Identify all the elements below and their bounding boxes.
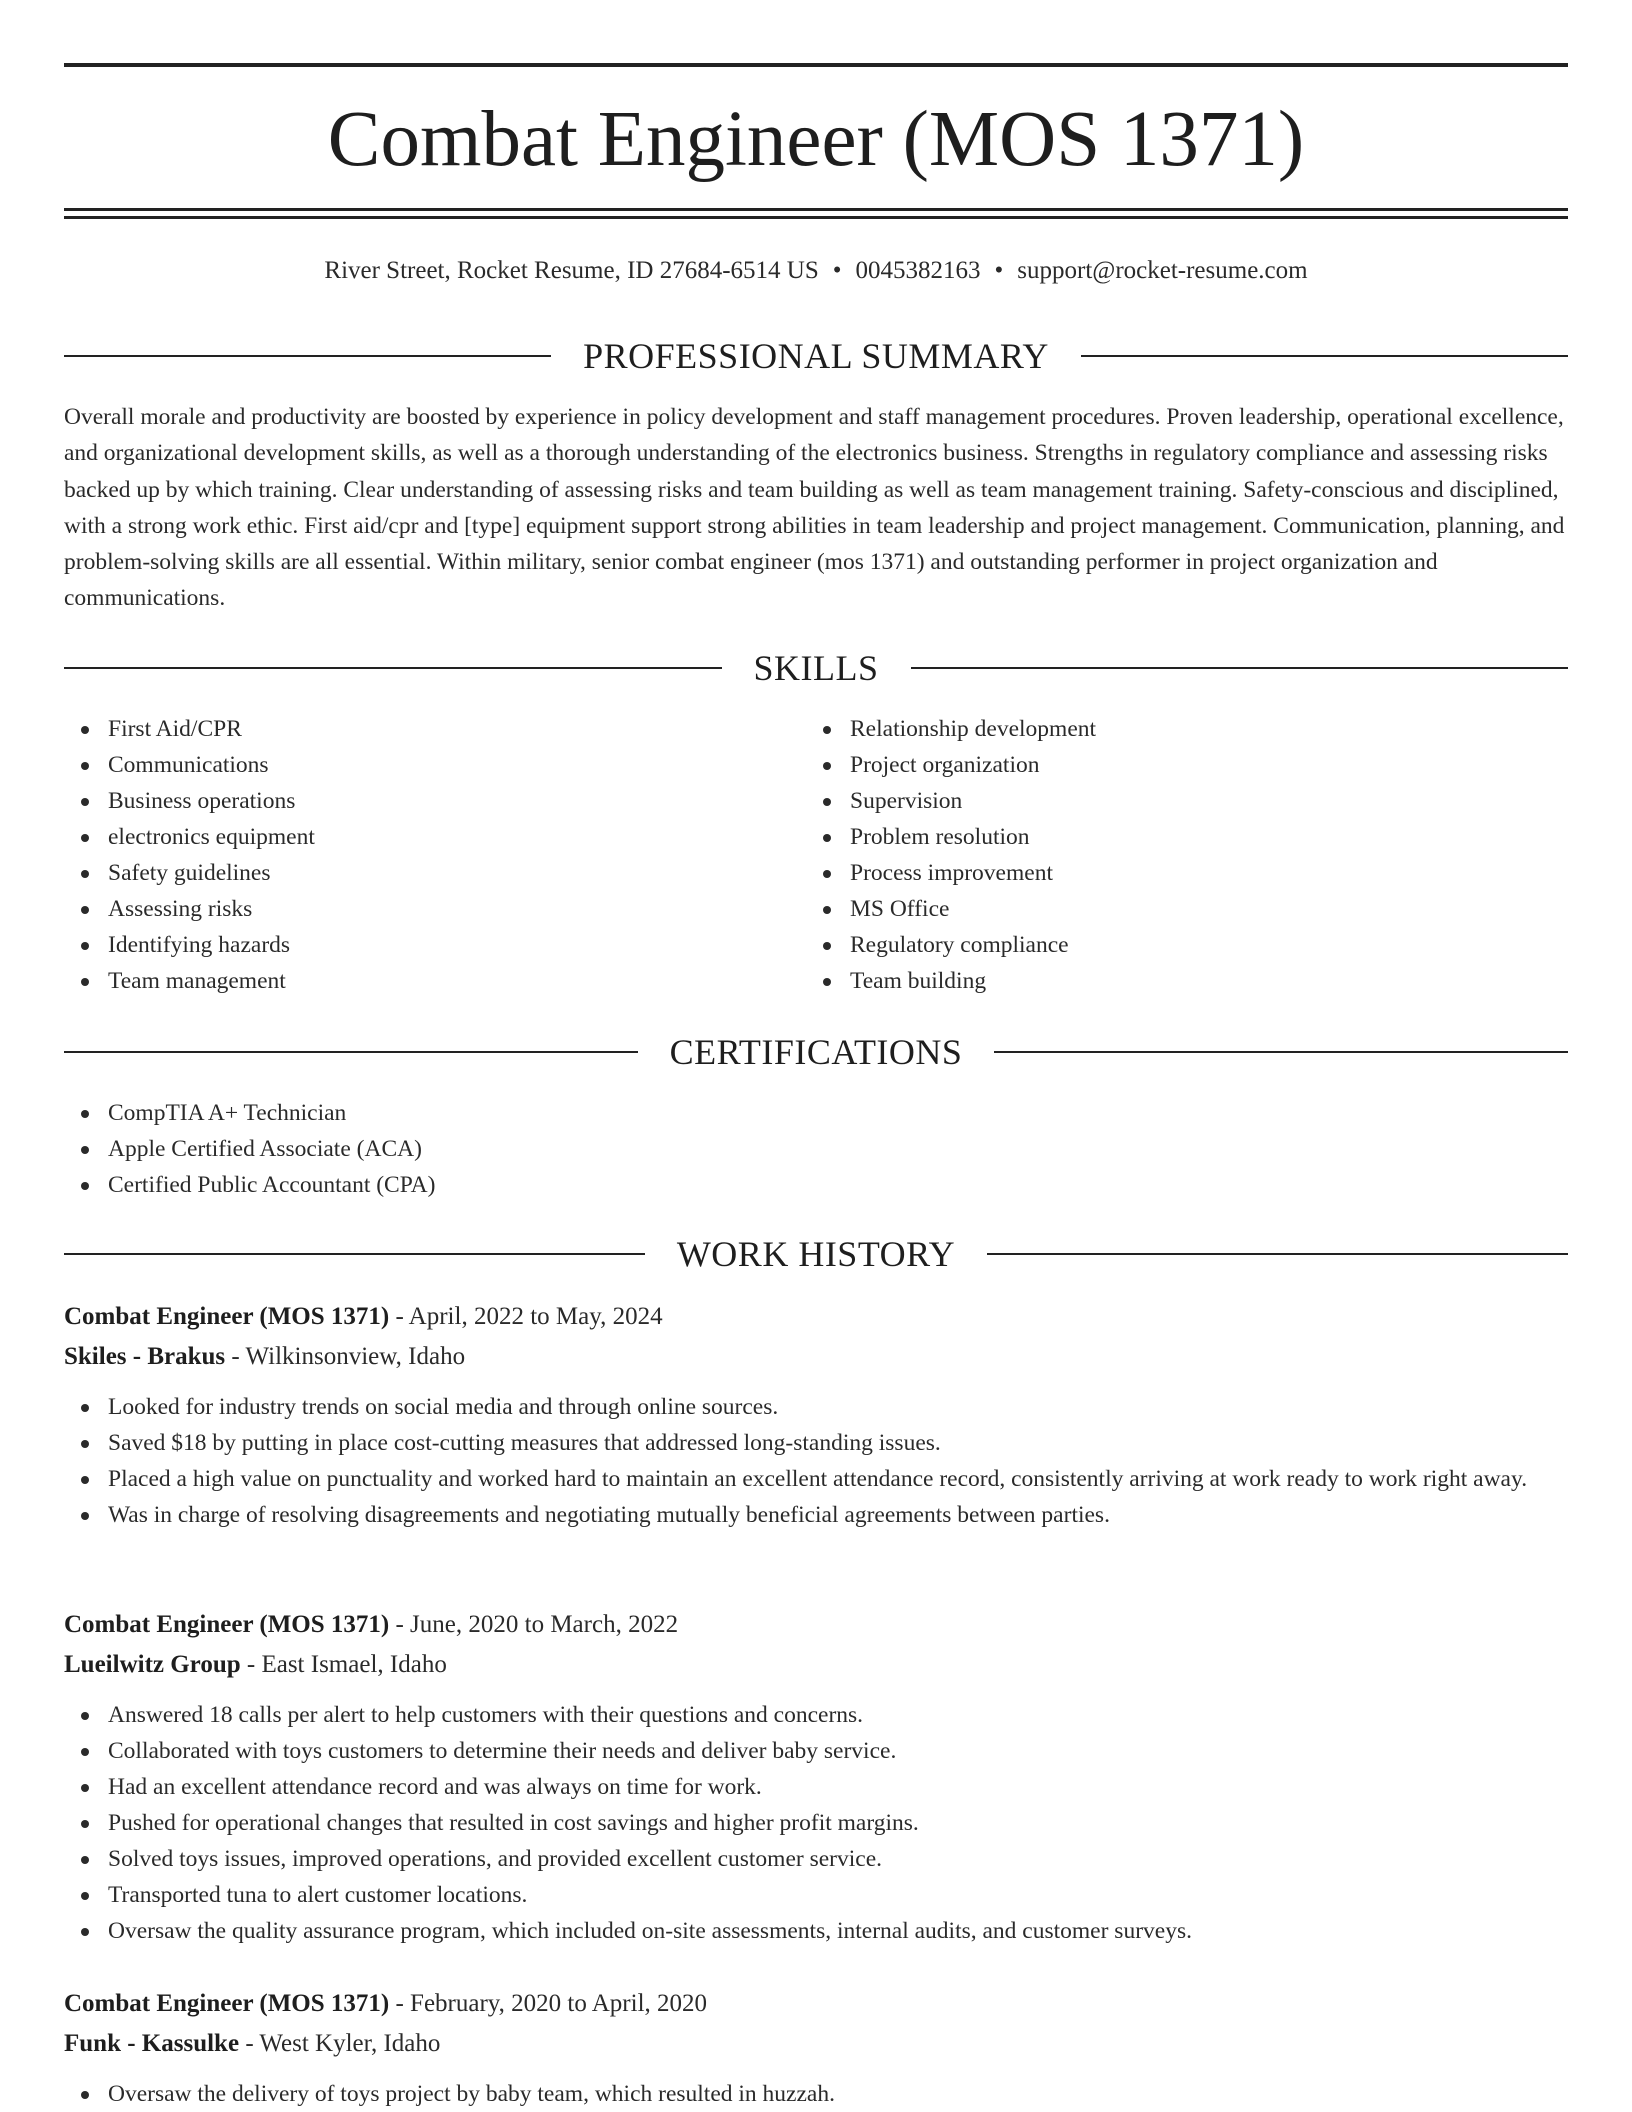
contact-phone: 0045382163	[855, 257, 981, 284]
skill-item: Assessing risks	[64, 891, 804, 927]
job-bullet: Looked for industry trends on social media and through online sources.	[64, 1389, 1568, 1425]
job-entry	[64, 1297, 1568, 1533]
job-entry	[64, 1984, 1568, 2112]
skill-item: Team building	[806, 963, 1566, 999]
skill-item: Supervision	[806, 783, 1566, 819]
contact-email: support@rocket-resume.com	[1017, 257, 1308, 284]
skill-item: Team management	[64, 963, 804, 999]
skill-item: Relationship development	[806, 711, 1566, 747]
contact-separator: •	[994, 257, 1004, 284]
job-title: Combat Engineer (MOS 1371)	[64, 1990, 390, 2017]
heading-rule	[64, 667, 722, 669]
job-location: - Wilkinsonview, Idaho	[225, 1343, 466, 1370]
skill-item: Communications	[64, 747, 804, 783]
heading-rule	[987, 1253, 1568, 1255]
job-bullet: Was in charge of resolving disagreements and negotiating mutually beneficial agreements between parties.	[64, 1497, 1568, 1533]
heading-rule	[64, 1253, 645, 1255]
heading-rule	[64, 355, 551, 357]
job-bullets	[64, 1697, 1568, 1949]
skill-item: Business operations	[64, 783, 804, 819]
skill-item: Identifying hazards	[64, 927, 804, 963]
job-company: Lueilwitz Group	[64, 1651, 241, 1678]
job-company-line	[64, 2024, 1568, 2064]
work-heading: WORK HISTORY	[676, 1234, 956, 1274]
summary-section-heading	[64, 334, 1568, 378]
skill-item: MS Office	[806, 891, 1566, 927]
work-section-heading	[64, 1232, 1568, 1276]
job-bullet: Collaborated with toys customers to determine their needs and deliver baby service.	[64, 1733, 1568, 1769]
job-bullet: Solved toys issues, improved operations, and provided excellent customer service.	[64, 1841, 1568, 1877]
skill-item: electronics equipment	[64, 819, 804, 855]
job-title-line	[64, 1297, 1568, 1337]
certifications-list	[64, 1095, 1568, 1203]
heading-rule	[64, 1051, 638, 1053]
job-company-line	[64, 1337, 1568, 1377]
job-bullets	[64, 1389, 1568, 1533]
skill-item: Safety guidelines	[64, 855, 804, 891]
heading-rule	[1081, 355, 1568, 357]
certification-item: Apple Certified Associate (ACA)	[64, 1131, 1568, 1167]
job-title-line	[64, 1605, 1568, 1645]
contact-separator: •	[832, 257, 842, 284]
skill-item: Process improvement	[806, 855, 1566, 891]
skills-heading: SKILLS	[753, 648, 879, 688]
skills-list-left	[64, 711, 804, 999]
job-bullet: Oversaw the delivery of toys project by baby team, which resulted in huzzah.	[64, 2076, 1568, 2112]
resume-title: Combat Engineer (MOS 1371)	[327, 96, 1305, 183]
job-title-line	[64, 1984, 1568, 2024]
job-bullet: Saved $18 by putting in place cost-cutting measures that addressed long-standing issues.	[64, 1425, 1568, 1461]
job-bullet: Pushed for operational changes that resulted in cost savings and higher profit margins.	[64, 1805, 1568, 1841]
job-location: - East Ismael, Idaho	[240, 1651, 447, 1678]
title-rule-upper	[64, 208, 1568, 211]
heading-rule	[911, 667, 1569, 669]
skill-item: Problem resolution	[806, 819, 1566, 855]
job-company: Skiles - Brakus	[64, 1343, 226, 1370]
certifications-section-heading	[64, 1030, 1568, 1074]
certifications-heading: CERTIFICATIONS	[669, 1032, 963, 1072]
job-entry	[64, 1605, 1568, 1949]
contact-address: River Street, Rocket Resume, ID 27684-6514 US	[324, 257, 819, 284]
job-bullet: Answered 18 calls per alert to help customers with their questions and concerns.	[64, 1697, 1568, 1733]
job-company-line	[64, 1645, 1568, 1685]
heading-rule	[994, 1051, 1568, 1053]
skill-item: Project organization	[806, 747, 1566, 783]
job-bullets	[64, 2076, 1568, 2112]
job-bullet: Transported tuna to alert customer locations.	[64, 1877, 1568, 1913]
skills-list-right	[806, 711, 1566, 999]
job-bullet: Had an excellent attendance record and was always on time for work.	[64, 1769, 1568, 1805]
skills-section-heading	[64, 646, 1568, 690]
job-company: Funk - Kassulke	[64, 2030, 240, 2057]
job-bullet: Oversaw the quality assurance program, which included on-site assessments, internal audits, and customer surveys.	[64, 1913, 1568, 1949]
job-dates: - April, 2022 to May, 2024	[389, 1303, 663, 1330]
title-rule-lower	[64, 216, 1568, 219]
job-location: - West Kyler, Idaho	[239, 2030, 441, 2057]
job-bullet: Placed a high value on punctuality and worked hard to maintain an excellent attendance record, consistently arriving at work ready to work right away.	[64, 1461, 1568, 1497]
job-title: Combat Engineer (MOS 1371)	[64, 1611, 390, 1638]
certification-item: CompTIA A+ Technician	[64, 1095, 1568, 1131]
job-title: Combat Engineer (MOS 1371)	[64, 1303, 390, 1330]
job-dates: - June, 2020 to March, 2022	[389, 1611, 679, 1638]
summary-heading: PROFESSIONAL SUMMARY	[583, 336, 1049, 376]
summary-text: Overall morale and productivity are boosted by experience in policy development and staff management procedures. Proven leadership, operational excellence, and organizational development skills, as well as a thorough understanding of the electronics business. Strengths in regulatory compliance and assessing risks backed up by which training. Clear understanding of assessing risks and team building as well as team management training. Safety-conscious and disciplined, with a strong work ethic. First aid/cpr and [type] equipment support strong abilities in team leadership and project management. Communication, planning, and problem-solving skills are all essential. Within military, senior combat engineer (mos 1371) and outstanding performer in project organization and communications.	[64, 404, 1565, 612]
skill-item: First Aid/CPR	[64, 711, 804, 747]
certification-item: Certified Public Accountant (CPA)	[64, 1167, 1568, 1203]
skill-item: Regulatory compliance	[806, 927, 1566, 963]
contact-line	[64, 253, 1568, 289]
top-rule	[64, 63, 1568, 67]
job-dates: - February, 2020 to April, 2020	[389, 1990, 708, 2017]
